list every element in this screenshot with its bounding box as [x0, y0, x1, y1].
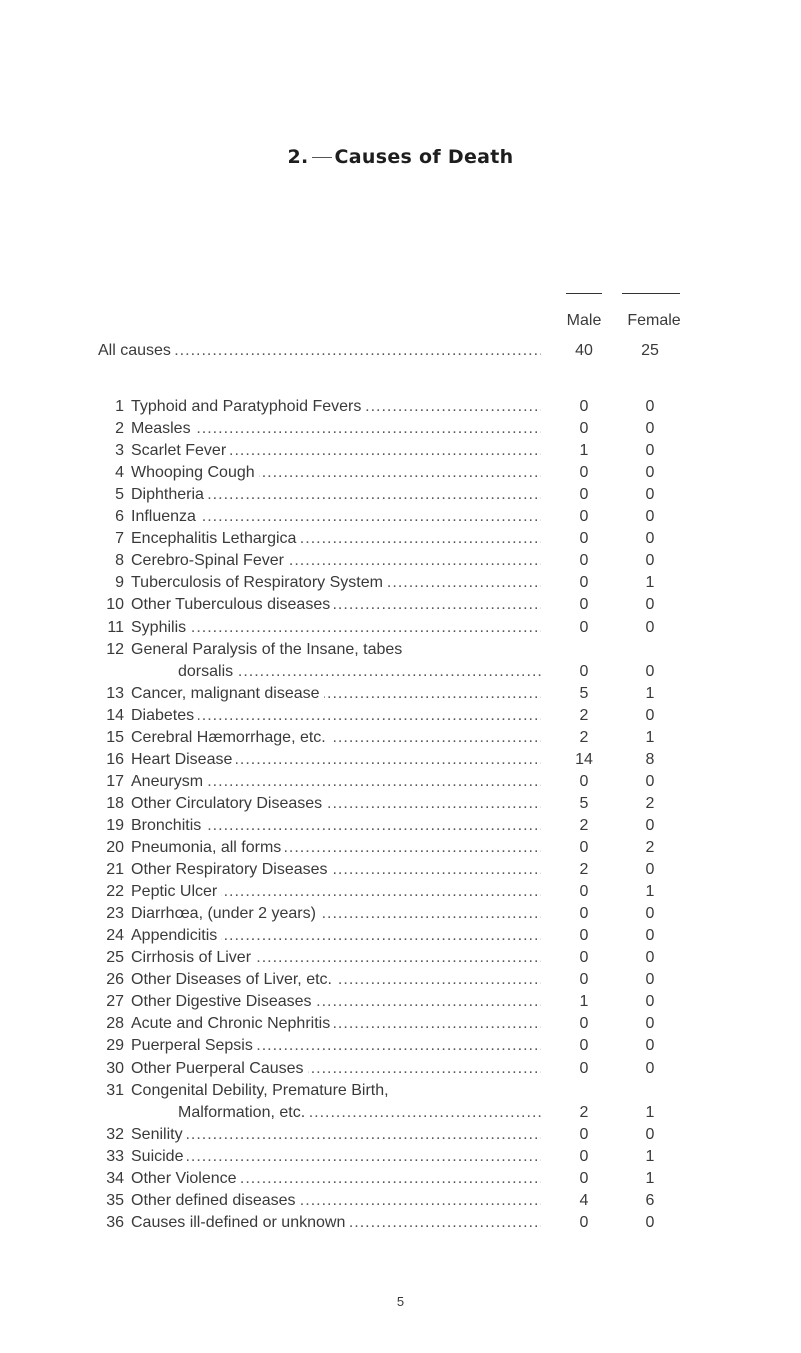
- row-number: 21: [106, 861, 124, 879]
- row-female: 1: [645, 574, 655, 592]
- row-label: [131, 396, 541, 418]
- table-row: [0, 617, 801, 639]
- row-number: 11: [107, 618, 124, 636]
- row-number: 28: [106, 1015, 124, 1033]
- all-causes-row: [0, 340, 801, 362]
- row-number: 14: [106, 706, 124, 724]
- row-number: 30: [106, 1059, 124, 1077]
- row-number: 4: [115, 464, 124, 482]
- table-row: [0, 1168, 801, 1190]
- row-female: 0: [645, 971, 655, 989]
- row-label-text: Other defined diseases: [131, 1192, 300, 1209]
- row-label-text: Cerebro-Spinal Fever: [131, 552, 288, 569]
- row-label: [131, 727, 541, 749]
- row-number: 19: [106, 816, 124, 834]
- all-causes-female: 25: [641, 342, 659, 359]
- row-number: 22: [106, 883, 124, 901]
- row-label: [131, 484, 541, 506]
- row-label-text: Typhoid and Paratyphoid Fevers: [131, 398, 365, 415]
- table-row: [0, 1212, 801, 1234]
- table-row: [0, 550, 801, 572]
- row-label-text: Acute and Chronic Nephritis: [131, 1015, 334, 1032]
- row-number: 31: [106, 1081, 124, 1099]
- female-total-rule: [622, 293, 680, 294]
- row-label: [131, 969, 541, 991]
- male-total-rule: [566, 293, 602, 294]
- row-number: 36: [106, 1213, 124, 1231]
- row-male: 2: [579, 861, 589, 879]
- row-number: 32: [106, 1125, 124, 1143]
- table-row: [0, 969, 801, 991]
- row-female: 1: [645, 728, 655, 746]
- row-female: 0: [645, 993, 655, 1011]
- row-label: [131, 1146, 541, 1168]
- section-title: Causes of Death: [334, 146, 514, 168]
- table-row: [0, 440, 801, 462]
- row-female: 8: [645, 750, 655, 768]
- table-row: [0, 572, 801, 594]
- row-label-text: Measles: [131, 420, 195, 437]
- row-female: 0: [645, 861, 655, 879]
- row-label-text: Diabetes: [131, 707, 198, 724]
- row-number: 20: [106, 839, 124, 856]
- row-male: 4: [579, 1191, 589, 1209]
- row-number: 1: [115, 398, 124, 415]
- row-male: 5: [579, 684, 589, 702]
- row-label: [131, 925, 541, 947]
- row-label-text: Tuberculosis of Respiratory System: [131, 574, 387, 591]
- table-row: [0, 859, 801, 881]
- row-number: 7: [115, 530, 124, 548]
- table-row: [0, 771, 801, 793]
- row-male: 0: [579, 971, 589, 989]
- row-male: 0: [579, 1213, 589, 1231]
- table-row: [0, 1146, 801, 1168]
- row-male: 0: [579, 618, 589, 636]
- section-number: 2.: [287, 146, 309, 168]
- row-number: 15: [106, 728, 124, 746]
- row-label: [131, 639, 541, 661]
- table-row: [0, 484, 801, 506]
- row-female: 0: [645, 772, 655, 790]
- table-row: [0, 727, 801, 749]
- row-male: 0: [579, 1015, 589, 1033]
- row-number: 16: [106, 750, 124, 768]
- row-male: 0: [579, 949, 589, 967]
- row-female: 1: [645, 1103, 655, 1121]
- row-male: 0: [579, 552, 589, 570]
- row-female: 6: [645, 1191, 655, 1209]
- row-label: [131, 815, 541, 837]
- row-female: 0: [645, 706, 655, 724]
- row-number: 6: [115, 508, 124, 526]
- table-row: [0, 462, 801, 484]
- table-row: [0, 418, 801, 440]
- row-number: 3: [115, 442, 124, 460]
- row-label-text: Pneumonia, all forms: [131, 839, 285, 856]
- row-label: [131, 1124, 541, 1146]
- row-male: 5: [579, 794, 589, 812]
- row-label: [131, 947, 541, 969]
- row-number: 34: [106, 1169, 124, 1187]
- row-number: 26: [106, 971, 124, 989]
- row-male: 0: [579, 1059, 589, 1077]
- row-number: 35: [106, 1191, 124, 1209]
- row-number: 2: [115, 420, 124, 438]
- column-header-female: Female: [627, 312, 681, 329]
- row-male: 0: [579, 398, 589, 415]
- row-label-text: Suicide: [131, 1148, 187, 1165]
- table-row: [0, 749, 801, 771]
- row-male: 0: [579, 530, 589, 548]
- row-label: [131, 440, 541, 462]
- row-male: 0: [579, 772, 589, 790]
- table-row: [0, 1013, 801, 1035]
- row-label-continued-text: dorsalis: [178, 663, 237, 680]
- row-male: 0: [579, 486, 589, 504]
- row-female: 2: [645, 794, 655, 812]
- row-number: 13: [106, 684, 124, 702]
- row-label: [131, 749, 541, 771]
- column-header-male: Male: [566, 312, 602, 329]
- row-male: 0: [579, 508, 589, 526]
- row-female: 0: [645, 662, 655, 680]
- row-label-text: Heart Disease: [131, 751, 236, 768]
- row-label: [131, 991, 541, 1013]
- table-row: [0, 1035, 801, 1057]
- row-label: [131, 506, 541, 528]
- table-row: [0, 683, 801, 705]
- row-label: [131, 1212, 541, 1234]
- row-label-continued: [178, 1102, 541, 1124]
- all-causes-label-text: All causes: [98, 342, 175, 359]
- row-female: 0: [645, 1125, 655, 1143]
- row-label-text: Other Diseases of Liver, etc.: [131, 971, 336, 988]
- row-number: 29: [106, 1037, 124, 1055]
- row-number: 27: [106, 993, 124, 1011]
- row-male: 0: [579, 1125, 589, 1143]
- row-label: [131, 550, 541, 572]
- table-row: [0, 903, 801, 925]
- table-row: [0, 1058, 801, 1080]
- row-male: 0: [579, 420, 589, 438]
- row-female: 0: [645, 552, 655, 570]
- row-label: [131, 1190, 541, 1212]
- row-label: [131, 418, 541, 440]
- table-row: [0, 947, 801, 969]
- row-male: 0: [579, 1169, 589, 1187]
- row-label-continued-text: Malformation, etc.: [178, 1104, 309, 1121]
- all-causes-label: [98, 340, 541, 362]
- row-label-text: General Paralysis of the Insane, tabes: [131, 641, 406, 658]
- row-label-text: Congenital Debility, Premature Birth,: [131, 1082, 393, 1099]
- row-male: 1: [579, 442, 589, 460]
- row-male: 1: [579, 993, 589, 1011]
- row-label-text: Other Violence: [131, 1170, 241, 1187]
- row-female: 0: [645, 1213, 655, 1231]
- row-label-text: Other Tuberculous diseases: [131, 596, 334, 613]
- row-label: [131, 617, 541, 639]
- row-label: [131, 462, 541, 484]
- row-female: 1: [645, 1147, 655, 1165]
- row-label: [131, 572, 541, 594]
- table-row-continuation: [0, 661, 801, 683]
- row-female: 0: [645, 905, 655, 923]
- row-label: [131, 594, 541, 616]
- table-row: [0, 639, 801, 661]
- row-number: 5: [115, 486, 124, 504]
- table-row: [0, 837, 801, 859]
- row-label: [131, 837, 541, 859]
- row-label: [131, 1168, 541, 1190]
- row-female: 0: [645, 816, 655, 834]
- row-female: 0: [645, 530, 655, 548]
- page-number: 5: [396, 1294, 405, 1309]
- row-female: 1: [645, 1169, 655, 1187]
- row-label-text: Other Circulatory Diseases: [131, 795, 326, 812]
- row-label-text: Causes ill-defined or unknown: [131, 1214, 349, 1231]
- all-causes-male: 40: [575, 342, 593, 359]
- row-label: [131, 1013, 541, 1035]
- table-row: [0, 991, 801, 1013]
- table-row: [0, 881, 801, 903]
- row-female: 0: [645, 618, 655, 636]
- row-label-text: Scarlet Fever: [131, 442, 230, 459]
- row-male: 0: [579, 596, 589, 614]
- row-label-text: Syphilis: [131, 619, 190, 636]
- row-label-text: Cerebral Hæmorrhage, etc.: [131, 729, 330, 746]
- row-number: 33: [106, 1147, 124, 1165]
- row-female: 0: [645, 508, 655, 526]
- row-label-text: Encephalitis Lethargica: [131, 530, 300, 547]
- row-female: 0: [645, 1037, 655, 1055]
- row-number: 24: [106, 927, 124, 945]
- row-number: 10: [106, 596, 124, 614]
- table-row: [0, 594, 801, 616]
- row-label-text: Diarrhœa, (under 2 years): [131, 905, 320, 922]
- row-label: [131, 771, 541, 793]
- row-female: 0: [645, 927, 655, 945]
- row-label-text: Other Puerperal Causes: [131, 1060, 308, 1077]
- row-male: 0: [579, 574, 589, 592]
- row-male: 0: [579, 839, 589, 856]
- row-label-text: Cirrhosis of Liver: [131, 949, 255, 966]
- row-label-text: Diphtheria: [131, 486, 208, 503]
- row-female: 0: [645, 1059, 655, 1077]
- row-label: [131, 528, 541, 550]
- table-row: [0, 396, 801, 418]
- table-row: [0, 1190, 801, 1212]
- row-female: 0: [645, 464, 655, 482]
- row-male: 2: [579, 728, 589, 746]
- table-row: [0, 925, 801, 947]
- row-label: [131, 1058, 541, 1080]
- row-female: 1: [645, 883, 655, 901]
- row-label: [131, 1080, 541, 1102]
- row-number: 23: [106, 905, 124, 923]
- row-label-text: Other Respiratory Diseases: [131, 861, 332, 878]
- row-female: 0: [645, 420, 655, 438]
- row-male: 0: [579, 1147, 589, 1165]
- table-row-continuation: [0, 1102, 801, 1124]
- row-male: 0: [579, 1037, 589, 1055]
- row-male: 0: [579, 905, 589, 923]
- row-label: [131, 1035, 541, 1057]
- row-male: 0: [579, 662, 589, 680]
- row-male: 2: [579, 816, 589, 834]
- row-female: 0: [645, 1015, 655, 1033]
- row-label: [131, 705, 541, 727]
- row-female: 0: [645, 949, 655, 967]
- row-label-text: Aneurysm: [131, 773, 207, 790]
- row-label-text: Puerperal Sepsis: [131, 1037, 257, 1054]
- table-row: [0, 793, 801, 815]
- row-female: 0: [645, 596, 655, 614]
- row-male: 0: [579, 883, 589, 901]
- page-title: [0, 146, 801, 168]
- row-label: [131, 859, 541, 881]
- row-label: [131, 903, 541, 925]
- table-row: [0, 705, 801, 727]
- row-male: 14: [575, 750, 593, 768]
- row-female: 0: [645, 398, 655, 415]
- table-row: [0, 528, 801, 550]
- row-label-text: Senility: [131, 1126, 187, 1143]
- row-label-continued: [178, 661, 541, 683]
- table-row: [0, 815, 801, 837]
- row-label-text: Peptic Ulcer: [131, 883, 221, 900]
- row-male: 0: [579, 464, 589, 482]
- row-male: 2: [579, 706, 589, 724]
- row-label-text: Other Digestive Diseases: [131, 993, 316, 1010]
- row-female: 2: [645, 839, 655, 856]
- row-number: 8: [115, 552, 124, 570]
- row-number: 12: [106, 640, 124, 658]
- table-row: [0, 1124, 801, 1146]
- row-number: 17: [106, 772, 124, 790]
- row-label-text: Influenza: [131, 508, 200, 525]
- row-label: [131, 683, 541, 705]
- row-label: [131, 881, 541, 903]
- row-label-text: Bronchitis: [131, 817, 205, 834]
- row-male: 2: [579, 1103, 589, 1121]
- row-number: 9: [115, 574, 124, 592]
- row-male: 0: [579, 927, 589, 945]
- row-female: 0: [645, 442, 655, 460]
- row-label: [131, 793, 541, 815]
- table-row: [0, 1080, 801, 1102]
- row-label-text: Cancer, malignant disease: [131, 685, 324, 702]
- table-row: [0, 506, 801, 528]
- row-label-text: Whooping Cough: [131, 464, 259, 481]
- title-dash: [312, 157, 332, 158]
- row-female: 1: [645, 684, 655, 702]
- row-label-text: Appendicitis: [131, 927, 221, 944]
- row-number: 18: [106, 794, 124, 812]
- row-female: 0: [645, 486, 655, 504]
- row-number: 25: [106, 949, 124, 967]
